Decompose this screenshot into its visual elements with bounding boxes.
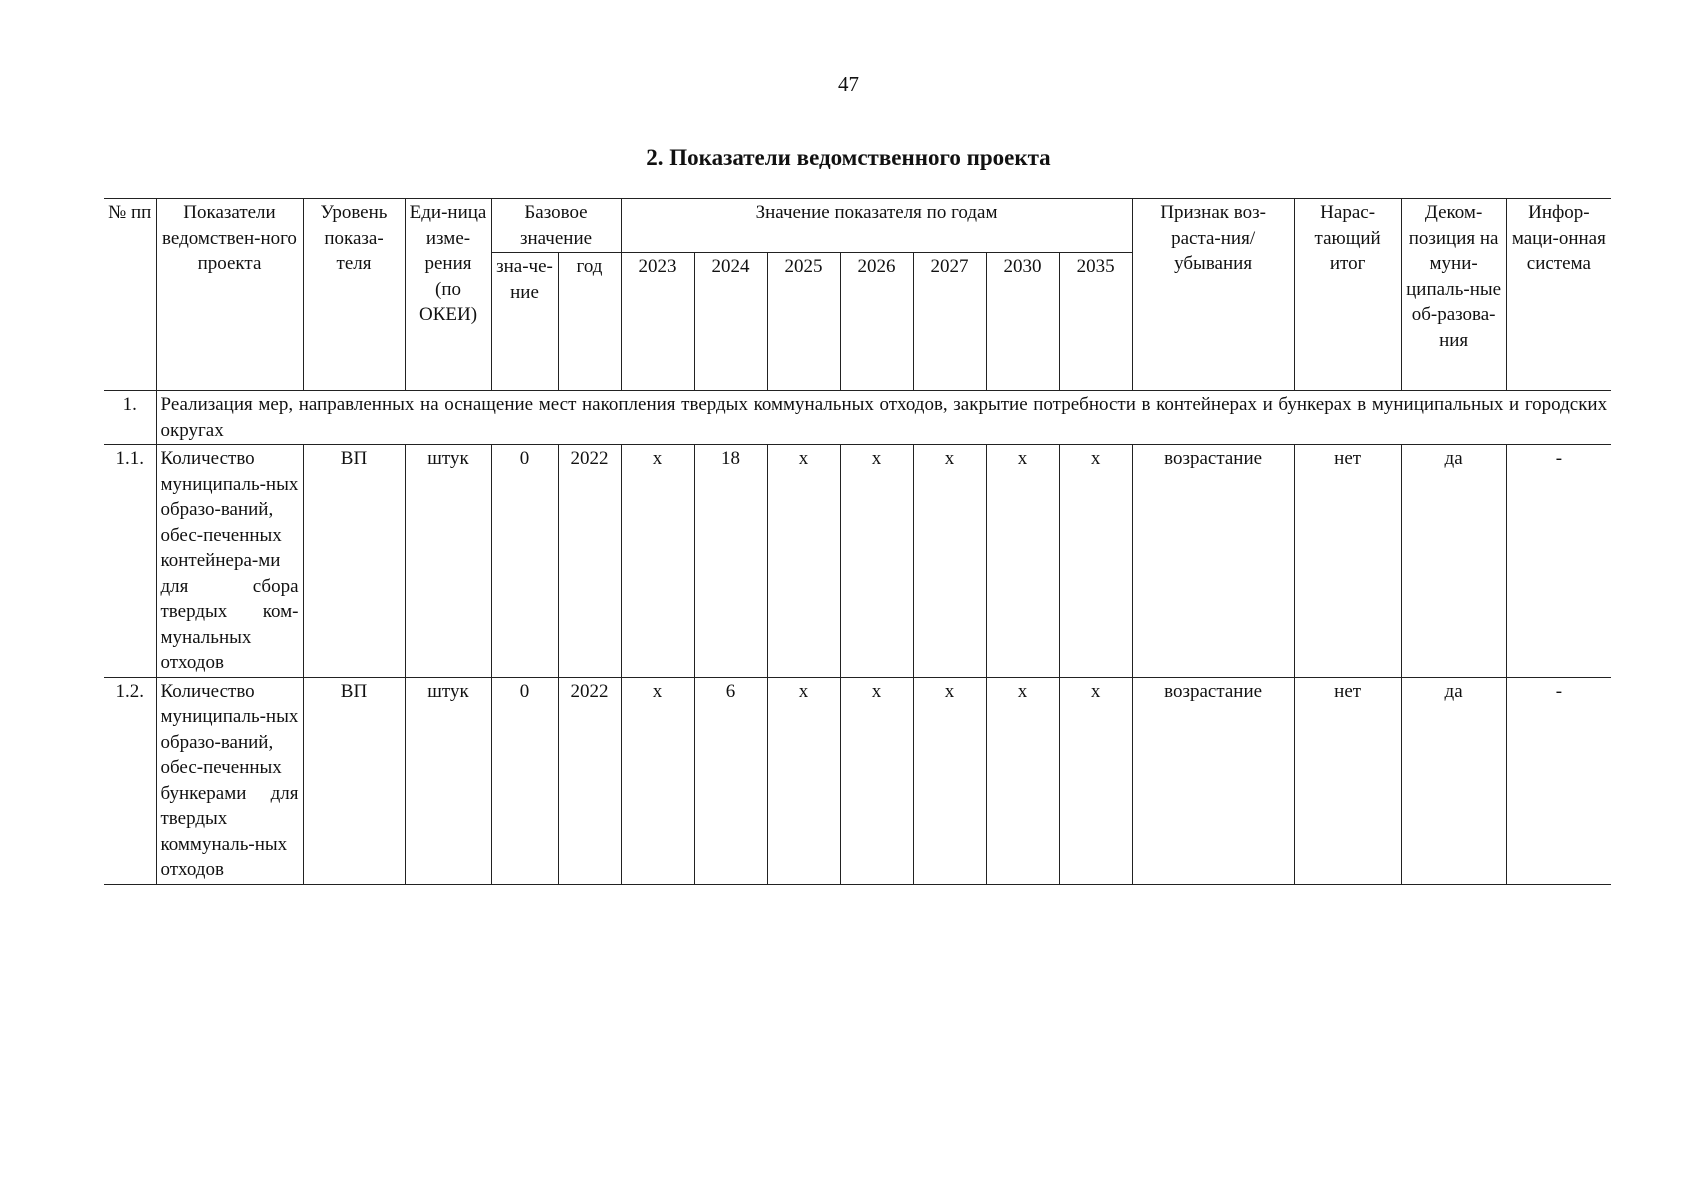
row-decomposition: да bbox=[1401, 677, 1506, 884]
row-num: 1.1. bbox=[104, 445, 156, 678]
header-year: 2024 bbox=[694, 253, 767, 391]
header-num: № пп bbox=[104, 199, 156, 391]
header-row-1 bbox=[104, 199, 1611, 253]
header-info-system: Инфор-маци-онная система bbox=[1506, 199, 1611, 391]
header-base: Базовое значение bbox=[491, 199, 621, 253]
table-row bbox=[104, 677, 1611, 884]
row-trend: возрастание bbox=[1132, 677, 1294, 884]
row-year-value: х bbox=[767, 677, 840, 884]
row-year-value: х bbox=[767, 445, 840, 678]
row-unit: штук bbox=[405, 677, 491, 884]
header-year: 2030 bbox=[986, 253, 1059, 391]
row-indicator: Количество муниципаль-ных образо-ваний, обес-печенных контейнера-ми для сбора твердых ком-мунальных отходов bbox=[156, 445, 303, 678]
header-decomposition: Деком-позиция на муни-ципаль-ные об-разова-ния bbox=[1401, 199, 1506, 391]
row-year-value: х bbox=[1059, 445, 1132, 678]
table-row bbox=[104, 445, 1611, 678]
row-year-value: х bbox=[1059, 677, 1132, 884]
header-unit: Еди-ница изме-рения (по ОКЕИ) bbox=[405, 199, 491, 391]
row-year-value: х bbox=[986, 445, 1059, 678]
header-year: 2026 bbox=[840, 253, 913, 391]
row-level: ВП bbox=[303, 445, 405, 678]
header-cumulative: Нарас-тающий итог bbox=[1294, 199, 1401, 391]
row-year-value: х bbox=[913, 677, 986, 884]
row-base-year: 2022 bbox=[558, 445, 621, 678]
row-num: 1.2. bbox=[104, 677, 156, 884]
row-year-value: 18 bbox=[694, 445, 767, 678]
row-year-value: х bbox=[840, 445, 913, 678]
row-base-year: 2022 bbox=[558, 677, 621, 884]
row-cumulative: нет bbox=[1294, 445, 1401, 678]
header-base-year: год bbox=[558, 253, 621, 391]
header-year: 2023 bbox=[621, 253, 694, 391]
row-trend: возрастание bbox=[1132, 445, 1294, 678]
row-year-value: х bbox=[840, 677, 913, 884]
row-base-value: 0 bbox=[491, 445, 558, 678]
row-year-value: х bbox=[913, 445, 986, 678]
row-unit: штук bbox=[405, 445, 491, 678]
section-row bbox=[104, 391, 1611, 445]
row-info-system: - bbox=[1506, 677, 1611, 884]
header-base-value: зна-че-ние bbox=[491, 253, 558, 391]
row-year-value: х bbox=[621, 677, 694, 884]
header-year: 2025 bbox=[767, 253, 840, 391]
header-level: Уровень показа-теля bbox=[303, 199, 405, 391]
row-year-value: 6 bbox=[694, 677, 767, 884]
header-year: 2027 bbox=[913, 253, 986, 391]
header-indicator: Показатели ведомствен-ного проекта bbox=[156, 199, 303, 391]
section-num: 1. bbox=[104, 391, 156, 445]
header-year: 2035 bbox=[1059, 253, 1132, 391]
indicators-table bbox=[104, 198, 1611, 885]
row-info-system: - bbox=[1506, 445, 1611, 678]
row-year-value: х bbox=[986, 677, 1059, 884]
row-base-value: 0 bbox=[491, 677, 558, 884]
row-year-value: х bbox=[621, 445, 694, 678]
section-title: 2. Показатели ведомственного проекта bbox=[646, 145, 1051, 170]
row-decomposition: да bbox=[1401, 445, 1506, 678]
row-indicator: Количество муниципаль-ных образо-ваний, обес-печенных бункерами для твердых коммуналь-ных отходов bbox=[156, 677, 303, 884]
section-text: Реализация мер, направленных на оснащение мест накопления твердых коммунальных отходов, закрытие потребности в контейнерах и бункерах в муниципальных и городских округах bbox=[156, 391, 1611, 445]
header-years-group: Значение показателя по годам bbox=[621, 199, 1132, 253]
row-cumulative: нет bbox=[1294, 677, 1401, 884]
header-trend: Признак воз-раста-ния/убывания bbox=[1132, 199, 1294, 391]
row-level: ВП bbox=[303, 677, 405, 884]
page-number: 47 bbox=[838, 72, 859, 96]
